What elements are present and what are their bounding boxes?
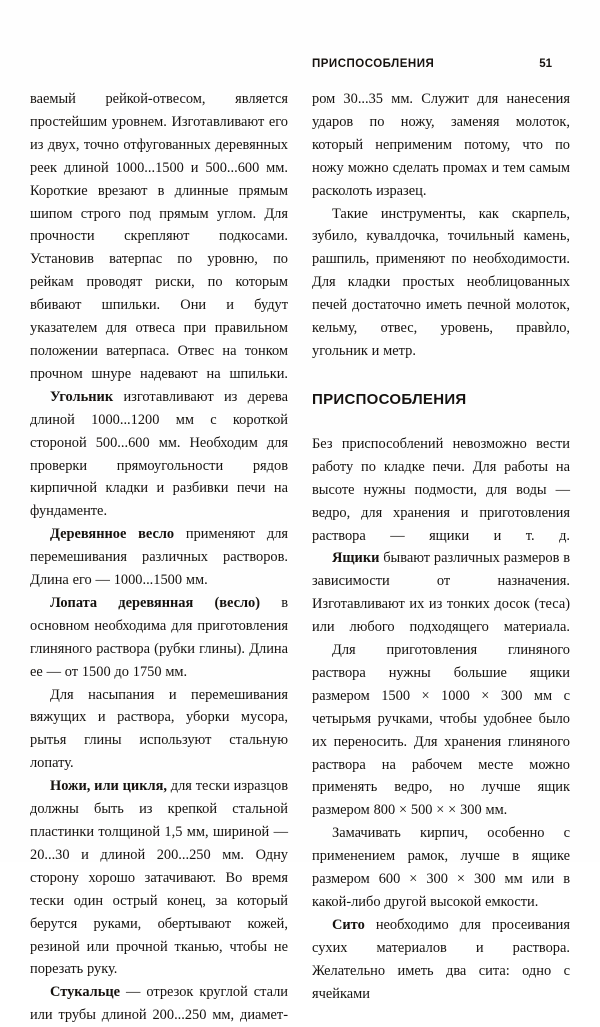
paragraph-zamachivat-kirpich: Замачивать кирпич, особенно с применением рамок, лучше в ящике размером 600 × 300 × 300 мм или в какой-либо другой высокой емкости. [312, 825, 570, 910]
section-heading: ПРИСПОСОБЛЕНИЯ [312, 390, 467, 408]
lead-term: Стукальце [50, 984, 121, 1001]
paragraph-continued: ваемый рейкой-отвесом, является простейшим уровнем. Изготавливают его из двух, точно отфугованных деревянных реек длиной 1000...1500 и 500...600 мм. Короткие врезают в длинные прямым шипом строго под прямым углом. Для прочности скрепляют подкосами. Установив ватерпас по уровню, по рейкам проводят риски, по которым вбивают шпильки. Они и будут указателем для отвеса при правильном положении ватерпаса. Отвес на тонком прочном шнуре надевают на шпильки. [30, 91, 288, 382]
right-column [312, 88, 570, 1002]
lead-term: Лопата деревянная (весло) [50, 594, 261, 611]
paragraph-sito: Сито необходимо для просеивания сухих материалов и раствора. Желательно иметь два сита: одно с ячейками [312, 916, 570, 1002]
heading-spacer-bottom [312, 411, 570, 433]
left-column [30, 88, 288, 1024]
running-head-title: ПРИСПОСОБЛЕНИЯ [312, 58, 435, 70]
paragraph-derevyannoe-veslo: Деревянное весло применяют для перемешивания различных растворов. Длина его — 1000...1500 мм. [30, 526, 288, 589]
heading-spacer-top [312, 363, 570, 389]
paragraph-nozhi-ciklya: Ножи, или цикля, для тески изразцов должны быть из крепкой стальной пластинки толщиной 1,5 мм, шириной — 20...30 и длиной 200...250 мм. Одну сторону хорошо затачивают. Во время тески один острый конец, за который берутся руками, обертывают кожей, резиной или прочной тканью, чтобы не порезать руку. [30, 778, 288, 978]
lead-term: Сито [332, 916, 365, 933]
paragraph-stukalce: Стукальце — отрезок круглой стали или трубы длиной 200...250 мм, диамет- [30, 984, 288, 1024]
paragraph-glinyanyj-rastvor: Для приготовления глиняного раствора нужны большие ящики размером 1500 × 1000 × 300 мм с четырьмя ручками, чтобы удобнее было их переносить. Для хранения глиняного раствора на рабочем месте можно применять ведро, но лучше ящик размером 800 × 500 × × 300 мм. [312, 642, 570, 819]
lead-term: Деревянное весло [50, 526, 175, 543]
paragraph-bez-prisposoblenij: Без приспособлений невозможно вести работу по кладке печи. Для работы на высоте нужны подмости, для воды — ведро, для хранения и приготовления раствора — ящики и т. д. [312, 435, 570, 544]
paragraph-lopata-derevyannaya: Лопата деревянная (весло) в основном необходима для приготовления глиняного раствора (рубки глины). Длина ее — от 1500 до 1750 мм. [30, 594, 288, 680]
paragraph-ugolnik: Угольник изготавливают из дерева длиной 1000...1200 мм с короткой стороной 500...600 мм. Необходим для проверки прямоугольности рядов кирпичной кладки и разбивки печи на фундаменте. [30, 388, 288, 520]
running-head [312, 58, 570, 70]
paragraph-instrumenty: Такие инструменты, как скарпель, зубило, кувалдочка, точильный камень, рашпиль, применяют по необходимости. Для кладки простых необлицованных печей достаточно иметь печной молоток, кельму, отвес, уровень, правѝло, угольник и метр. [312, 205, 570, 359]
paragraph-yashchiki: Ящики бывают различных размеров в зависимости от назначения. Изготавливают их из тонких досок (теса) или любого подходящего материала. [312, 550, 570, 636]
text-columns [30, 88, 570, 1024]
lead-term: Угольник [50, 388, 114, 405]
lead-term: Ножи, или цикля, [50, 778, 167, 795]
lead-term: Ящики [332, 550, 380, 567]
paragraph-continued: ром 30...35 мм. Служит для нанесения ударов по ножу, заменяя молоток, который неприменим потому, что по ножу можно сделать промах и тем самым расколоть изразец. [312, 91, 570, 199]
paragraph-stalnaya-lopata: Для насыпания и перемешивания вяжущих и раствора, уборки мусора, рытья глины используют стальную лопату. [30, 686, 288, 772]
page-number: 51 [539, 58, 552, 70]
